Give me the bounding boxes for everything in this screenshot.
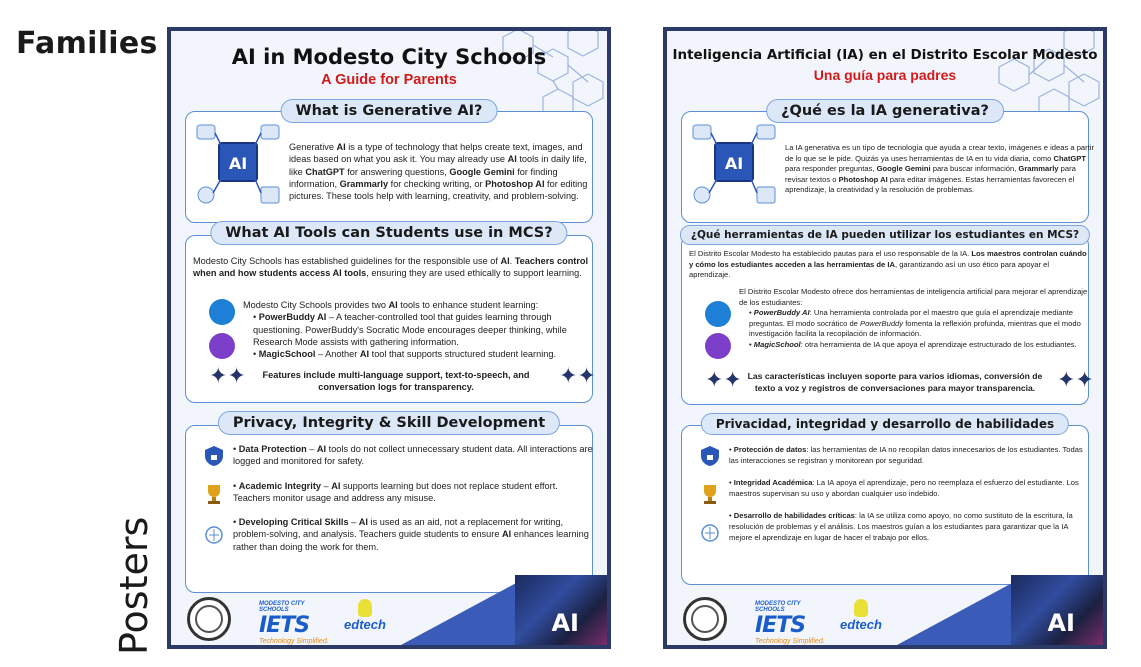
shield-lock-icon <box>203 445 225 467</box>
lightbulb-icon <box>854 599 868 617</box>
sparkle-icon: ✦✦ <box>705 367 742 392</box>
generative-ai-paragraph: Generative AI is a type of technology that helps create text, images, and ideas based on what you ask it. You may already use AI tools in daily life, like ChatGPT for answering questions, Google Gemini for finding information, Grammarly for checking writing, or Photoshop AI for editing pictures. These tools help with learning, creativity, and problem-solving. <box>289 142 588 202</box>
ai-tools-intro: Modesto City Schools has established guidelines for the responsible use of AI. Teachers control when and how students access AI tools, ensuring they are used ethically to support learning. <box>193 256 589 279</box>
generative-ai-paragraph: La IA generativa es un tipo de tecnología que ayuda a crear texto, imágenes e ideas a partir de lo que se le pide. Quizás ya uses herramientas de IA en tu vida diaria, como ChatGPT para responder preguntas, Google Gemini para buscar información, Grammarly para revisar textos o Photoshop AI para editar imágenes. Estas herramientas favorecen el aprendizaje, la creatividad y la resolución de problemas. <box>785 143 1095 195</box>
corner-ai-label: AI <box>1047 609 1075 637</box>
section-heading: ¿Qué herramientas de IA pueden utilizar los estudiantes en MCS? <box>680 225 1090 245</box>
district-seal-logo <box>187 597 231 641</box>
sparkle-icon: ✦✦ <box>559 363 596 388</box>
ai-tools-intro: El Distrito Escolar Modesto ha establecido pautas para el uso responsable de la IA. Los maestros controlan cuándo y cómo los estudiantes acceden a las herramientas de IA, garantizando así un uso ético para apoyar el aprendizaje. <box>689 249 1087 280</box>
sparkle-icon: ✦✦ <box>1057 367 1094 392</box>
posters-label: Posters <box>112 516 156 655</box>
section-heading: Privacy, Integrity & Skill Development <box>218 411 560 435</box>
poster-subtitle: Una guía para padres <box>813 67 957 83</box>
iets-logo: MODESTO CITY SCHOOLS IETS Technology Simplified. <box>259 601 329 645</box>
poster-title: AI in Modesto City Schools <box>231 45 547 69</box>
poster-subtitle: A Guide for Parents <box>321 72 457 88</box>
features-text: Las características incluyen soporte para varios idiomas, conversión de texto a voz y registros de conversaciones para mayor transparencia. <box>747 371 1043 393</box>
poster-title: Inteligencia Artificial (IA) en el Distrito Escolar Modesto <box>672 47 1098 63</box>
brain-icon <box>699 523 721 545</box>
spanish-poster <box>663 27 1107 649</box>
privacy-list: • Data Protection – AI tools do not collect unnecessary student data. All interactions are logged and monitored for safety. • Academic Integrity – AI supports learning but does not replace student effort. Teachers monitor usage and address any misuse. • Developing Critical Skills – AI is used as an aid, not a replacement for writing, problem-solving, and analysis. Teachers guide students to ensure AI enhances learning rather than doing the work for them. <box>233 444 593 552</box>
magicschool-icon <box>705 333 731 359</box>
ai-chip-icon <box>195 119 281 209</box>
svg-text:AI: AI <box>724 154 744 173</box>
features-text: Features include multi-language support, text-to-speech, and conversation logs for transparency. <box>262 370 530 393</box>
edtech-logo: edtech <box>341 599 389 632</box>
iets-logo: MODESTO CITY SCHOOLS IETS Technology Simplified. <box>755 601 825 645</box>
ai-chip-icon <box>691 119 777 209</box>
shield-lock-icon <box>699 445 721 467</box>
trophy-icon <box>203 483 225 505</box>
ai-tools-list: El Distrito Escolar Modesto ofrece dos herramientas de inteligencia artificial para mejorar el aprendizaje de los estudiantes: • PowerBuddy AI: Una herramienta controlada por el maestro que guía el aprendizaje mediante preguntas. El modo socrático de PowerBuddy fomenta la reflexión profunda, mientras que el modo investigación facilita la recopilación de información. • MagicSchool: otra herramienta de IA que apoya el aprendizaje estructurado de los estudiantes. <box>739 287 1088 349</box>
svg-text:AI: AI <box>228 154 248 173</box>
brain-icon <box>203 525 225 547</box>
section-heading: What is Generative AI? <box>281 99 498 123</box>
corner-ai-label: AI <box>551 609 579 637</box>
district-seal-logo <box>683 597 727 641</box>
decorative-triangle <box>401 575 531 645</box>
families-label: Families <box>16 26 158 61</box>
decorative-triangle <box>897 575 1027 645</box>
ai-tools-list: Modesto City Schools provides two AI tools to enhance student learning: • PowerBuddy AI – A teacher-controlled tool that guides learning through questioning. PowerBuddy's Socratic Mode encourages deeper thinking, while Research Mode assists with gathering information. • MagicSchool – Another AI tool that supports structured student learning. <box>243 300 567 360</box>
section-heading: Privacidad, integridad y desarrollo de habilidades <box>701 413 1069 435</box>
section-heading: What AI Tools can Students use in MCS? <box>210 221 567 245</box>
privacy-list: • Protección de datos: las herramientas de IA no recopilan datos innecesarios de los estudiantes. Todas las interacciones se registran y monitorean por seguridad. • Integridad Académica: La IA apoya el aprendizaje, pero no reemplaza el esfuerzo del estudiante. Los maestros supervisan su uso y abordan cualquier uso indebido. • Desarrollo de habilidades críticas: la IA se utiliza como apoyo, no como sustituto de la escritura, la resolución de problemas y el análisis. Los maestros guían a los estudiantes para garantizar que la IA mejore el aprendizaje en lugar de hacer el trabajo por ellos. <box>729 445 1083 542</box>
lightbulb-icon <box>358 599 372 617</box>
magicschool-icon <box>209 333 235 359</box>
section-heading: ¿Qué es la IA generativa? <box>766 99 1004 123</box>
trophy-icon <box>699 483 721 505</box>
edtech-logo: edtech <box>837 599 885 632</box>
sparkle-icon: ✦✦ <box>209 363 246 388</box>
powerbuddy-icon <box>705 301 731 327</box>
english-poster <box>167 27 611 649</box>
powerbuddy-icon <box>209 299 235 325</box>
